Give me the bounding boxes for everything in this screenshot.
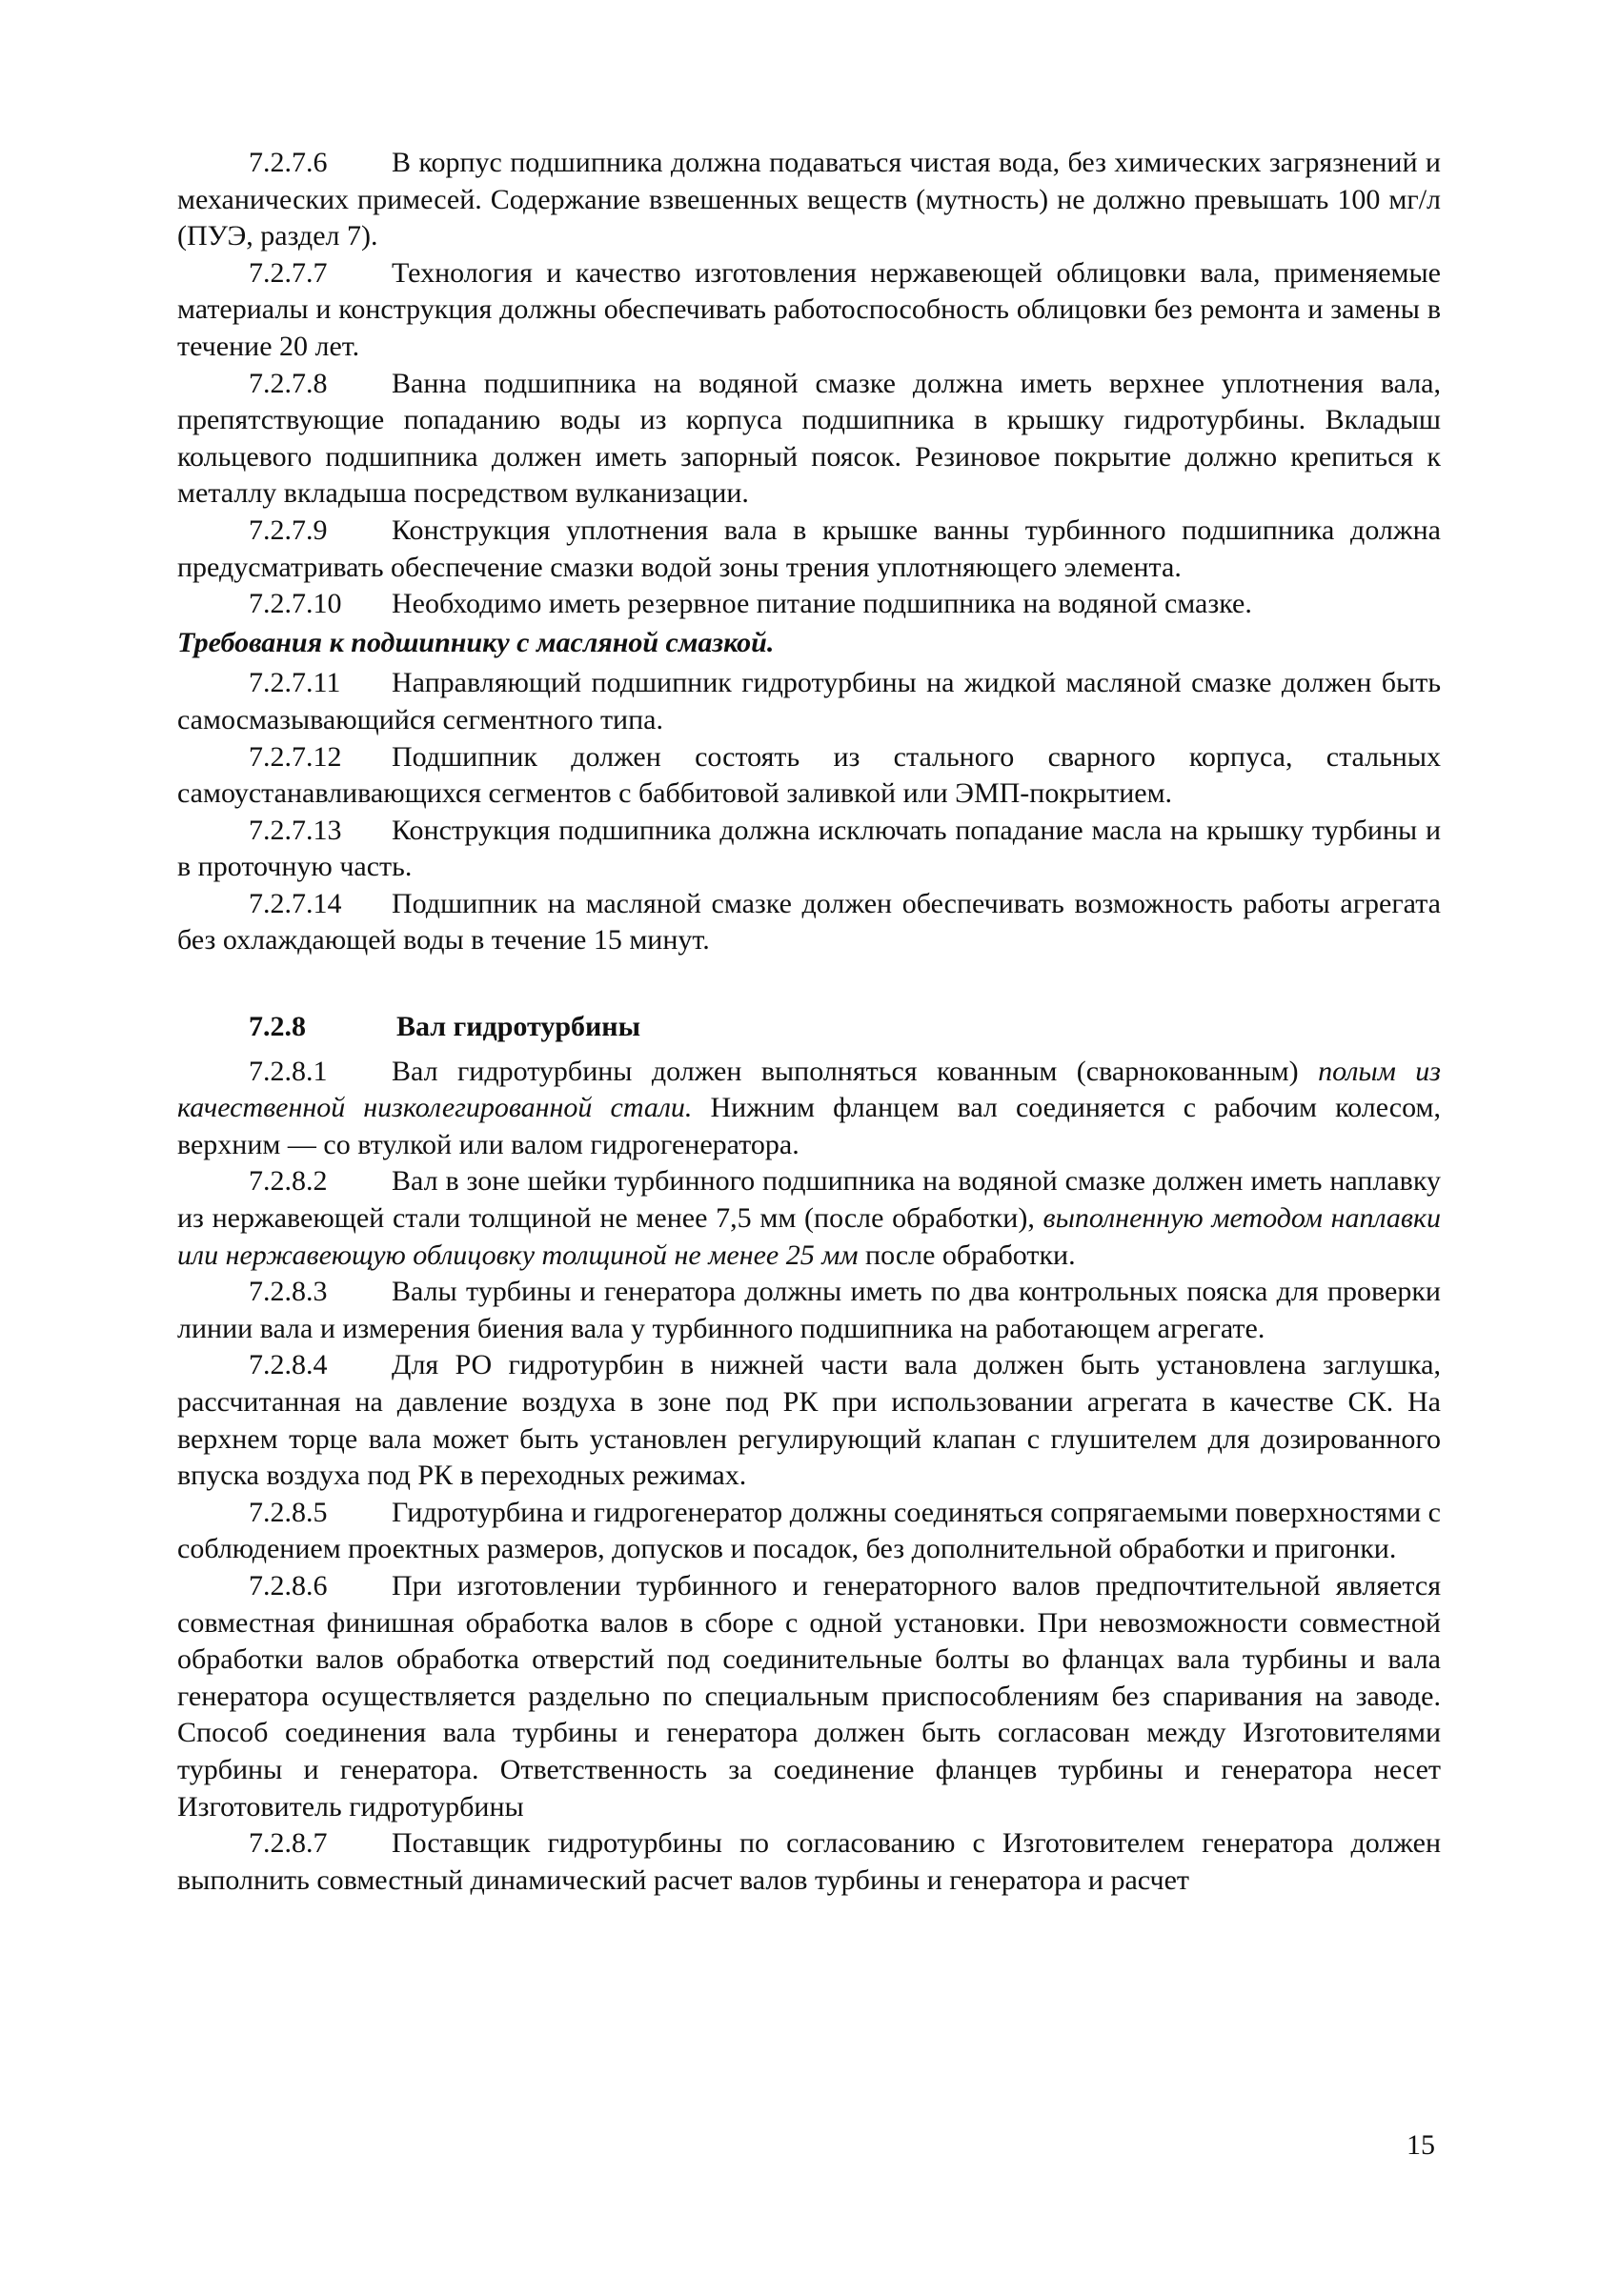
paragraph-7-2-8-3 (177, 1274, 1441, 1347)
clause-number: 7.2.7.14 (249, 887, 342, 919)
clause-number: 7.2.8.2 (249, 1165, 328, 1198)
clause-text: Необходимо иметь резервное питание подшипника на водяной смазке. (392, 588, 1252, 620)
clause-number: 7.2.7.12 (249, 740, 342, 773)
clause-text: Конструкция подшипника должна исключать попадание масла на крышку турбины и в проточную часть. (177, 814, 1441, 883)
clause-number: 7.2.8.5 (249, 1496, 328, 1528)
clause-number: 7.2.7.8 (249, 367, 328, 399)
clause-text: Гидротурбина и гидрогенератор должны соединяться сопрягаемыми поверхностями с соблюдением проектных размеров, допусков и посадок, без дополнительной обработки и пригонки. (177, 1496, 1441, 1565)
paragraph-7-2-8-6 (177, 1568, 1441, 1825)
paragraph-7-2-8-4 (177, 1347, 1441, 1494)
clause-number: 7.2.7.7 (249, 256, 328, 289)
section-heading-7-2-8 (177, 1009, 1441, 1046)
paragraph-7-2-8-2 (177, 1163, 1441, 1274)
clause-number: 7.2.7.9 (249, 514, 328, 546)
clause-text-italic: выполненную методом наплавки или нержавеющую облицовку толщиной не менее 25 мм (177, 1202, 1441, 1271)
clause-text: Валы турбины и генератора должны иметь по два контрольных пояска для проверки линии вала и измерения биения вала у турбинного подшипника на работающем агрегате. (177, 1276, 1441, 1344)
clause-text: Конструкция уплотнения вала в крышке ванны турбинного подшипника должна предусматривать обеспечение смазки водой зоны трения уплотняющего элемента. (177, 514, 1441, 583)
paragraph-7-2-7-9 (177, 513, 1441, 586)
paragraph-7-2-8-1 (177, 1054, 1441, 1164)
clause-number: 7.2.7.6 (249, 147, 328, 178)
clause-text: Вал гидротурбины должен выполняться кованным (сварнокованным) (392, 1055, 1319, 1087)
clause-number: 7.2.8.4 (249, 1349, 328, 1381)
clause-text-italic: полым из качественной низколегированной стали. (177, 1055, 1441, 1124)
clause-text: Нижним фланцем вал соединяется с рабочим колесом, верхним — со втулкой или валом гидрогенератора. (177, 1092, 1442, 1160)
clause-text: Подшипник должен состоять из стального сварного корпуса, стальных самоустанавливающихся сегментов с баббитовой заливкой или ЭМП-покрытием. (177, 740, 1441, 810)
clause-number: 7.2.8.3 (249, 1276, 328, 1308)
paragraph-7-2-7-7 (177, 255, 1441, 366)
clause-number: 7.2.8.1 (249, 1055, 328, 1087)
section-title: Вал гидротурбины (396, 1011, 640, 1043)
clause-number: 7.2.7.10 (249, 588, 342, 620)
page-number: 15 (1407, 2129, 1435, 2161)
paragraph-7-2-7-11 (177, 665, 1441, 738)
clause-text: Для РО гидротурбин в нижней части вала должен быть установлена заглушка, рассчитанная на давление воздуха в зоне под РК при использовании агрегата в качестве СК. На верхнем торце вала может быть установлен регулирующий клапан с глушителем для дозированного впуска воздуха под РК в переходных режимах. (177, 1349, 1441, 1492)
clause-text: Ванна подшипника на водяной смазке должна иметь верхнее уплотнения вала, препятствующие попаданию воды из корпуса подшипника в крышку гидротурбины. Вкладыш кольцевого подшипника должен иметь запорный поясок. Резиновое покрытие должно крепиться к металлу вкладыша посредством вулканизации. (177, 367, 1441, 510)
paragraph-7-2-7-6 (177, 145, 1441, 255)
document-page (177, 145, 1441, 1899)
clause-number: 7.2.8.7 (249, 1827, 328, 1860)
paragraph-7-2-8-7 (177, 1825, 1441, 1899)
clause-text: При изготовлении турбинного и генераторного валов предпочтительной является совместная финишная обработка валов в сборе с одной установки. При невозможности совместной обработки валов обработка отверстий под соединительные болты во фланцах вала турбины и вала генератора осуществляется раздельно по специальным приспособлениям без спаривания на заводе. Способ соединения вала турбины и генератора должен быть согласован между Изготовителями турбины и генератора. Ответственность за соединение фланцев турбины и генератора несет Изготовитель гидротурбины (177, 1569, 1441, 1823)
paragraph-7-2-7-13 (177, 813, 1441, 886)
clause-text: Поставщик гидротурбины по согласованию с Изготовителем генератора должен выполнить совместный динамический расчет валов турбины и генератора и расчет (177, 1827, 1441, 1896)
clause-text: Направляющий подшипник гидротурбины на жидкой масляной смазке должен быть самосмазывающийся сегментного типа. (177, 667, 1441, 735)
clause-text: Вал в зоне шейки турбинного подшипника на водяной смазке должен иметь наплавку из нержавеющей стали толщиной не менее 7,5 мм (после обработки), (177, 1165, 1441, 1235)
clause-number: 7.2.7.13 (249, 814, 342, 846)
clause-text: Подшипник на масляной смазке должен обеспечивать возможность работы агрегата без охлаждающей воды в течение 15 минут. (177, 887, 1441, 957)
subheading-oil-bearing: Требования к подшипнику с масляной смазкой. (177, 626, 775, 658)
clause-number: 7.2.7.11 (249, 667, 341, 699)
section-number: 7.2.8 (249, 1011, 306, 1043)
paragraph-7-2-7-14 (177, 886, 1441, 959)
paragraph-7-2-8-5 (177, 1495, 1441, 1568)
clause-text: Технология и качество изготовления нержавеющей облицовки вала, применяемые материалы и конструкция должны обеспечивать работоспособность облицовки без ремонта и замены в течение 20 лет. (177, 256, 1441, 362)
paragraph-7-2-7-10 (177, 586, 1441, 623)
paragraph-7-2-7-12 (177, 739, 1441, 813)
clause-text: В корпус подшипника должна подаваться чистая вода, без химических загрязнений и механических примесей. Содержание взвешенных веществ (мутность) не должно превышать 100 мг/л (ПУЭ, раздел 7). (177, 147, 1441, 252)
clause-text: после обработки. (858, 1239, 1076, 1271)
clause-number: 7.2.8.6 (249, 1569, 328, 1601)
paragraph-7-2-7-8 (177, 366, 1441, 513)
